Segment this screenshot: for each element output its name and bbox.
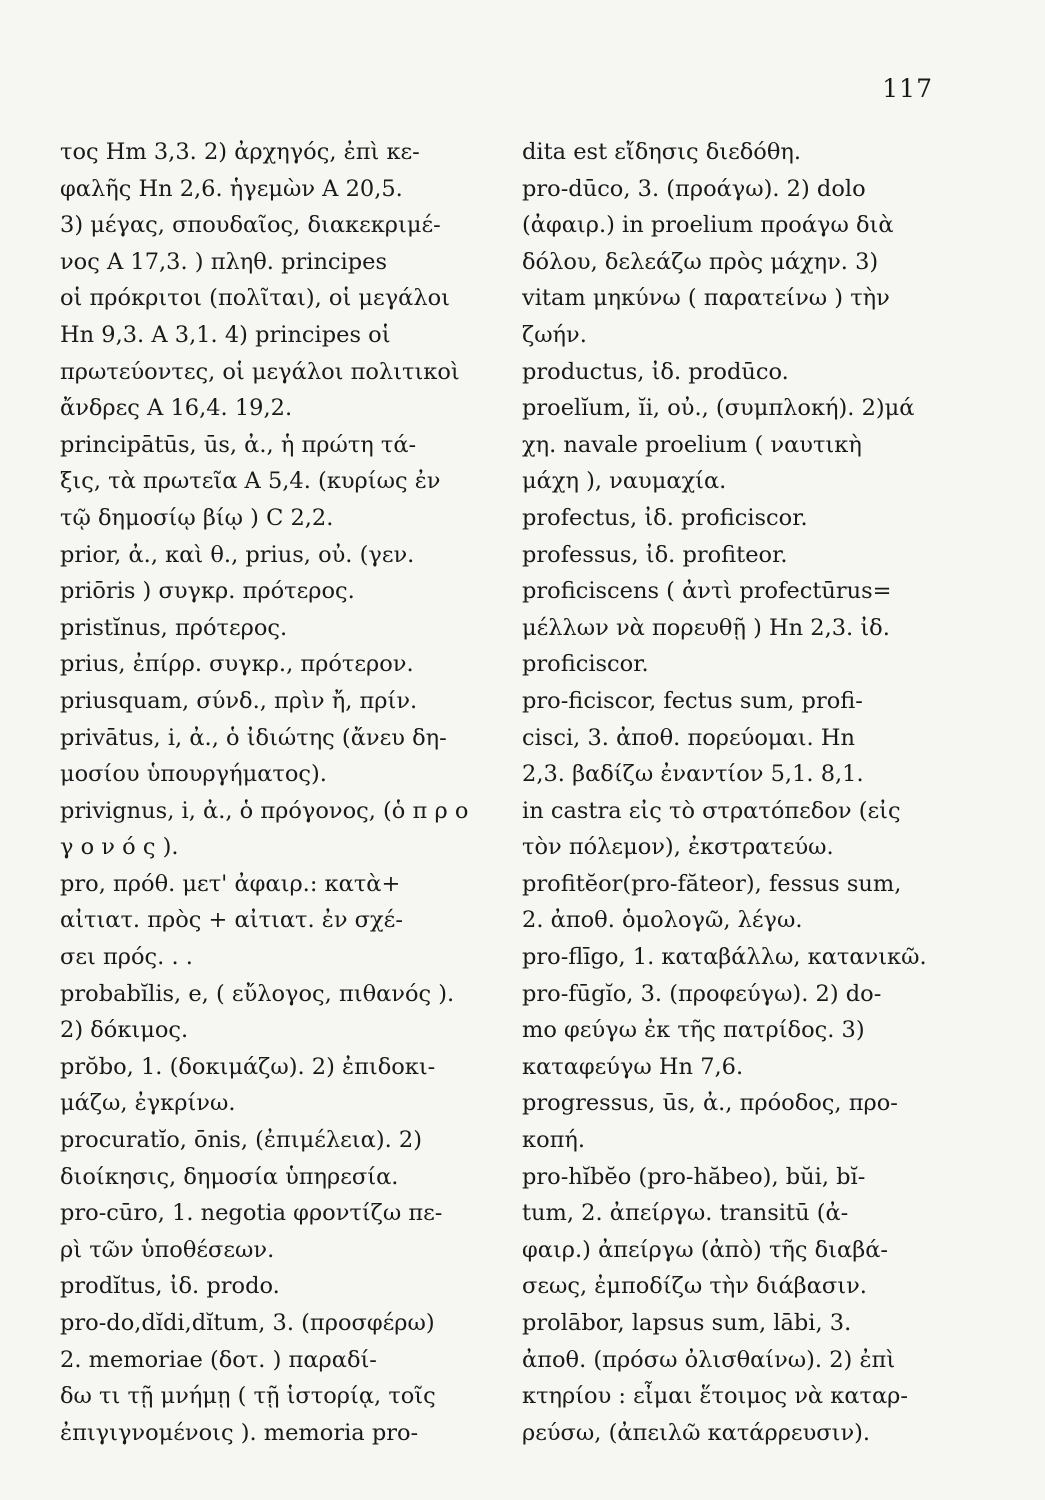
left-column-line: 2. memoriae (δοτ. ) παραδί-	[60, 1346, 377, 1373]
right-column-line: (ἀφαιρ.) in proelium προάγω διὰ	[522, 212, 894, 239]
right-column-line: vitam μηκύνω ( παρατείνω ) τὴν	[522, 285, 890, 312]
left-column-line: Hn 9,3. A 3,1. 4) principes οἱ	[60, 321, 391, 348]
right-column-line: productus, ἰδ. prodūco.	[522, 358, 789, 385]
left-column-line: prŏbo, 1. (δοκιμάζω). 2) ἐπιδοκι-	[60, 1053, 436, 1080]
left-column-line: prior, ἀ., καὶ θ., prius, οὐ. (γεν.	[60, 541, 415, 568]
left-column-line: διοίκησις, δημοσία ὑπηρεσία.	[60, 1163, 399, 1190]
page-number: 117	[882, 74, 933, 103]
right-column-line: cisci, 3. ἀποθ. πορεύομαι. Hn	[522, 724, 855, 751]
right-column-line: φαιρ.) ἀπείργω (ἀπὸ) τῆς διαβά-	[522, 1236, 888, 1263]
left-column-line: τῷ δημοσίῳ βίῳ ) C 2,2.	[60, 504, 334, 531]
right-column-line: tum, 2. ἀπείργω. transitū (ἀ-	[522, 1200, 849, 1227]
left-column-line: procuratĭo, ōnis, (ἐπιμέλεια). 2)	[60, 1127, 422, 1154]
right-column-line: proelĭum, ĭi, οὐ., (συμπλοκή). 2)μά	[522, 395, 915, 422]
right-column	[522, 134, 962, 1451]
left-column-line: prius, ἐπίρρ. συγκρ., πρότερον.	[60, 651, 414, 678]
right-column-line: pro-dūco, 3. (προάγω). 2) dolo	[522, 175, 866, 202]
left-column-line: privignus, i, ἀ., ὁ πρόγονος, (ὁ π ρ ο	[60, 797, 469, 824]
right-column-line: professus, ἰδ. profiteor.	[522, 541, 788, 568]
left-column-line: δω τι τῇ μνήμῃ ( τῇ ἱστορίᾳ, τοῖς	[60, 1383, 436, 1410]
right-column-line: profectus, ἰδ. proficiscor.	[522, 504, 808, 531]
right-column-line: κτηρίου : εἶμαι ἕτοιμος νὰ καταρ-	[522, 1383, 908, 1410]
left-column-line: μοσίου ὑπουργήματος).	[60, 761, 327, 788]
right-column-line: in castra εἰς τὸ στρατόπεδον (εἰς	[522, 797, 901, 824]
left-column-line: 2) δόκιμος.	[60, 1017, 189, 1044]
right-column-line: σεως, ἐμποδίζω τὴν διάβασιν.	[522, 1273, 867, 1300]
right-column-line: χη. navale proelium ( ναυτικὴ	[522, 431, 862, 458]
right-column-line: dita est εἴδησις διεδόθη.	[522, 139, 801, 165]
right-column-line: μέλλων νὰ πορευθῇ ) Hn 2,3. ἰδ.	[522, 614, 890, 641]
right-column-line: μάχη ), ναυμαχία.	[522, 468, 727, 495]
left-column-line: ρὶ τῶν ὑποθέσεων.	[60, 1236, 275, 1263]
right-column-line: proficiscens ( ἀντὶ profectūrus=	[522, 578, 892, 605]
right-column-line: ζωήν.	[522, 321, 587, 348]
right-column-line: pro-fūgĭo, 3. (προφεύγω). 2) do-	[522, 980, 882, 1007]
left-column-line: μάζω, ἐγκρίνω.	[60, 1090, 236, 1117]
left-column-line: principātūs, ūs, ἀ., ἡ πρώτη τά-	[60, 431, 417, 458]
right-column-line: pro-ficiscor, fectus sum, profi-	[522, 687, 863, 714]
left-column-line: pro-do,dĭdi,dĭtum, 3. (προσφέρω)	[60, 1310, 435, 1336]
left-column-line: νος A 17,3. ) πληθ. principes	[60, 248, 387, 275]
right-column-line: ρεύσω, (ἀπειλῶ κατάρρευσιν).	[522, 1419, 871, 1446]
left-column	[60, 134, 500, 1451]
left-column-line: τος Hm 3,3. 2) ἀρχηγός, ἐπὶ κε-	[60, 139, 420, 165]
right-column-line: δόλου, δελεάζω πρὸς μάχην. 3)	[522, 248, 879, 275]
left-column-line: πρωτεύοντες, οἱ μεγάλοι πολιτικοὶ	[60, 358, 460, 385]
left-column-line: ξις, τὰ πρωτεῖα A 5,4. (κυρίως ἐν	[60, 468, 441, 495]
left-column-line: privātus, i, ἀ., ὁ ἰδιώτης (ἄνευ δη-	[60, 724, 447, 751]
right-column-line: mo φεύγω ἐκ τῆς πατρίδος. 3)	[522, 1017, 865, 1044]
right-column-line: proficiscor.	[522, 651, 649, 678]
right-column-line: progressus, ūs, ἀ., πρόοδος, προ-	[522, 1090, 898, 1117]
left-column-line: 3) μέγας, σπουδαῖος, διακεκριμέ-	[60, 212, 441, 239]
right-column-line: καταφεύγω Hn 7,6.	[522, 1053, 744, 1080]
left-column-line: σει πρός. . .	[60, 944, 193, 971]
left-column-line: οἱ πρόκριτοι (πολῖται), οἱ μεγάλοι	[60, 285, 450, 312]
left-column-line: pristĭnus, πρότερος.	[60, 614, 288, 641]
left-column-line: αἰτιατ. πρὸς + αἰτιατ. ἐν σχέ-	[60, 907, 403, 934]
right-column-line: profitĕor(pro-făteor), fessus sum,	[522, 870, 902, 897]
left-column-line: priōris ) συγκρ. πρότερος.	[60, 578, 355, 605]
left-column-line: φαλῆς Hn 2,6. ἡγεμὼν A 20,5.	[60, 175, 403, 202]
left-column-line: pro-cūro, 1. negotia φροντίζω πε-	[60, 1200, 443, 1227]
left-column-line: probabĭlis, e, ( εὔλογος, πιθανός ).	[60, 980, 455, 1007]
right-column-line: ἀποθ. (πρόσω ὀλισθαίνω). 2) ἐπὶ	[522, 1346, 896, 1373]
right-column-line: τὸν πόλεμον), ἐκστρατεύω.	[522, 834, 834, 861]
left-column-line: γ ο ν ό ς ).	[60, 834, 179, 861]
right-column-line: 2,3. βαδίζω ἐναντίον 5,1. 8,1.	[522, 761, 864, 788]
left-column-line: ἐπιγιγνομένοις ). memoria pro-	[60, 1419, 419, 1446]
left-column-line: prodĭtus, ἰδ. prodo.	[60, 1273, 280, 1300]
left-column-line: priusquam, σύνδ., πρὶν ἤ, πρίν.	[60, 687, 418, 714]
right-column-line: prolābor, lapsus sum, lābi, 3.	[522, 1310, 852, 1336]
right-column-line: κοπή.	[522, 1127, 586, 1154]
right-column-line: pro-flīgo, 1. καταβάλλω, κατανικῶ.	[522, 944, 927, 971]
right-column-line: pro-hĭbĕo (pro-hăbeo), bŭi, bĭ-	[522, 1163, 866, 1190]
left-column-line: ἄνδρες A 16,4. 19,2.	[60, 395, 293, 422]
left-column-line: pro, πρόθ. μετ' ἀφαιρ.: κατὰ+	[60, 870, 401, 897]
right-column-line: 2. ἀποθ. ὁμολογῶ, λέγω.	[522, 907, 803, 934]
